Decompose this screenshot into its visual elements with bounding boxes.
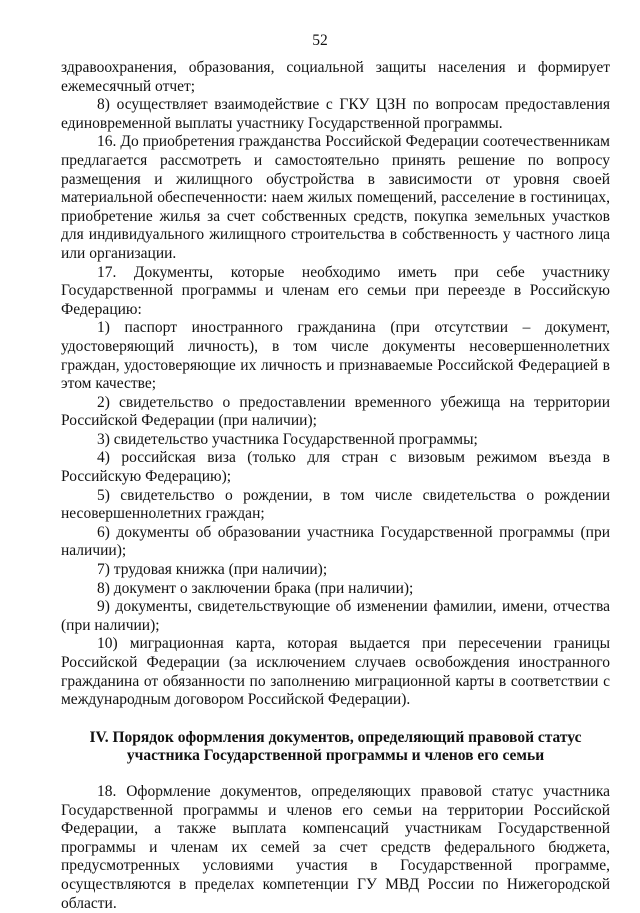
- document-body: [61, 59, 610, 913]
- section-heading-line-1: IV. Порядок оформления документов, определяющий правовой статус: [89, 728, 582, 746]
- list-item-birth-certificate: 5) свидетельство о рождении, в том числе свидетельства о рождении несовершеннолетних граждан;: [61, 486, 610, 523]
- list-item-asylum-certificate: 2) свидетельство о предоставлении временного убежища на территории Российской Федерации (при наличии);: [61, 393, 610, 430]
- list-item-marriage-document: 8) документ о заключении брака (при наличии);: [97, 579, 414, 597]
- list-item-name-change-documents: 9) документы, свидетельствующие об изменении фамилии, имени, отчества (при наличии);: [61, 598, 610, 634]
- section-heading-line-2: участника Государственной программы и членов его семьи: [126, 747, 545, 765]
- list-item-work-book: 7) трудовая книжка (при наличии);: [97, 561, 328, 579]
- list-item-education-documents: 6) документы об образовании участника Государственной программы (при наличии);: [61, 523, 610, 560]
- list-item-passport: 1) паспорт иностранного гражданина (при отсутствии – документ, удостоверяющий личность), в том числе документы несовершеннолетних граждан, удостоверяющие их личность и признаваемые Российской Федерацией в этом качестве;: [61, 319, 610, 393]
- paragraph-16: 16. До приобретения гражданства Российской Федерации соотечественникам предлагается рассмотреть и самостоятельно принять решение по вопросу размещения и жилищного обустройства в зависимости от уровня своей материальной обеспеченности: наем жилых помещений, расселение в гостиницах, приобретение жилья за счет собственных средств, покупка земельных участков для индивидуального жилищного строительства в собственность у частного лица или организации.: [61, 133, 610, 262]
- section-heading: [61, 710, 610, 783]
- paragraph-item-8: 8) осуществляет взаимодействие с ГКУ ЦЗН по вопросам предоставления единовременной выплаты участнику Государственной программы.: [61, 96, 610, 132]
- paragraph-continuation: здравоохранения, образования, социальной защиты населения и формирует ежемесячный отчет;: [61, 59, 610, 95]
- paragraph-17: 17. Документы, которые необходимо иметь при себе участнику Государственной программы и членам его семьи при переезде в Российскую Федерацию:: [61, 263, 610, 318]
- list-item-russian-visa: 4) российская виза (только для стран с визовым режимом въезда в Российскую Федерацию);: [61, 449, 610, 486]
- page-number: 52: [312, 32, 328, 49]
- list-item-participant-certificate: 3) свидетельство участника Государственной программы;: [97, 430, 478, 448]
- list-item-migration-card: 10) миграционная карта, которая выдается при пересечении границы Российской Федерации (за исключением случаев освобождения иностранного гражданина от обязанности по заполнению миграционной карты в соответствии с международным договором Российской Федерации).: [61, 635, 610, 709]
- paragraph-18: 18. Оформление документов, определяющих правовой статус участника Государственной программы и членов его семьи на территории Российской Федерации, а также выплата компенсаций участникам Государственной программы и членам их семей за счет средств федерального бюджета, предусмотренных условиями участия в Государственной программе, осуществляются в пределах компетенции ГУ МВД России по Нижегородской области.: [61, 782, 610, 912]
